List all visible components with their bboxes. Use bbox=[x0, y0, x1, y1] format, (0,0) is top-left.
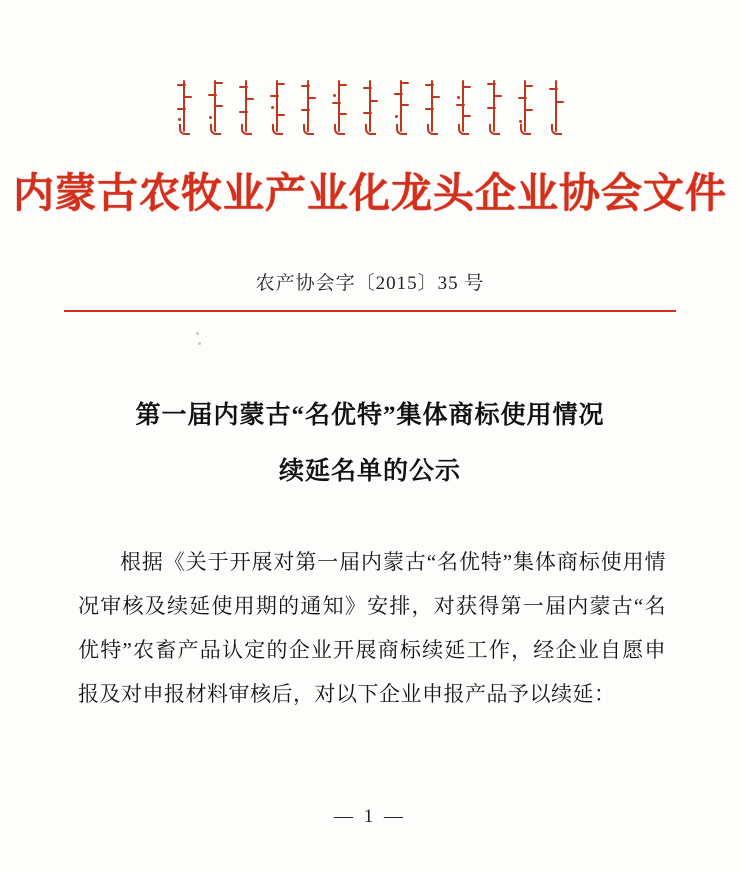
article-title-line-1: 第一届内蒙古“名优特”集体商标使用情况 bbox=[135, 402, 605, 429]
mongolian-glyph-column bbox=[363, 78, 377, 134]
mongolian-glyph-column bbox=[239, 78, 253, 134]
mongolian-glyph-column bbox=[177, 78, 191, 134]
body-paragraph: 根据《关于开展对第一届内蒙古“名优特”集体商标使用情况审核及续延使用期的通知》安排，对获得第一届内蒙古“名优特”农畜产品认定的企业开展商标续延工作，经企业自愿申报及对申报材料审核后，对以下企业申报产品予以续延： bbox=[78, 550, 666, 706]
mongolian-glyph-column bbox=[487, 78, 501, 134]
article-title-line-2: 续延名单的公示 bbox=[278, 458, 461, 485]
mongolian-glyph-column bbox=[208, 78, 222, 134]
mongolian-glyph-column bbox=[518, 78, 532, 134]
mongolian-glyph-column bbox=[456, 78, 470, 134]
mongolian-glyph-column bbox=[270, 78, 284, 134]
organization-title: 内蒙古农牧业产业化龙头企业协会文件 bbox=[13, 170, 727, 216]
mongolian-glyph-column bbox=[425, 78, 439, 134]
mongolian-script-header bbox=[0, 78, 740, 140]
page-number: — 1 — bbox=[334, 806, 406, 827]
mongolian-glyph-column bbox=[332, 78, 346, 134]
mongolian-glyph-column bbox=[394, 78, 408, 134]
mongolian-glyph-column bbox=[549, 78, 563, 134]
document-number: 农产协会字〔2015〕35 号 bbox=[255, 273, 485, 294]
article-title bbox=[70, 388, 670, 500]
mongolian-glyph-column bbox=[301, 78, 315, 134]
red-divider-rule bbox=[64, 310, 676, 312]
scan-speck bbox=[198, 342, 201, 345]
scan-speck bbox=[196, 332, 199, 335]
